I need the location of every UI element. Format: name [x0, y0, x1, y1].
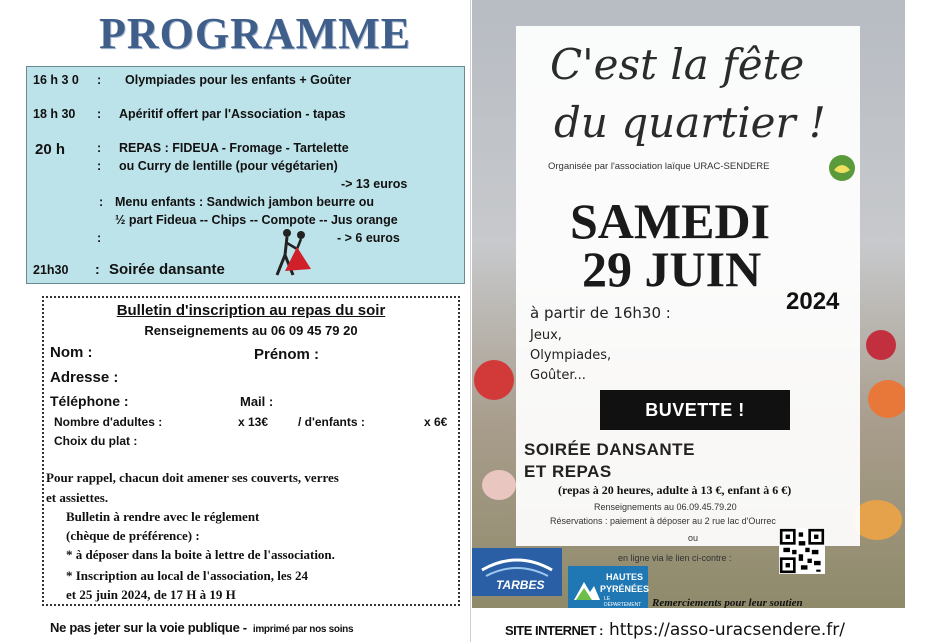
contact-phone: Renseignements au 06.09.45.79.20 [594, 502, 737, 512]
start-time: à partir de 16h30 : [530, 304, 671, 322]
sep-2: : [97, 107, 102, 121]
hautes-pyrenees-logo [568, 566, 648, 608]
item-6: Menu enfants : Sandwich jambon beurre ou [115, 195, 375, 209]
footer-note-main: Ne pas jeter sur la voie publique - [50, 620, 247, 635]
time-9: 21h30 [33, 263, 69, 277]
adultes-price: x 13€ [238, 415, 269, 429]
activity-3: Goûter... [530, 368, 586, 383]
adultes-label: Nombre d'adultes : [54, 415, 163, 429]
item-9: Soirée dansante [109, 261, 225, 278]
organizer-text: Organisée par l'association laïque URAC-SENDERE [548, 161, 770, 172]
activity-2: Olympiades, [530, 348, 612, 363]
rappel-line-2: et assiettes. [46, 490, 109, 505]
tarbes-logo-text: TARBES [496, 578, 545, 592]
dancers-icon [267, 225, 321, 279]
instruction-1: Bulletin à rendre avec le réglement [66, 509, 260, 524]
sep-8: : [97, 231, 102, 245]
item-4: ou Curry de lentille (pour végétarien) [119, 159, 338, 173]
adresse-label: Adresse : [50, 369, 119, 386]
item-2: Apéritif offert par l'Association - tapas [119, 107, 346, 121]
registration-form [42, 296, 460, 606]
telephone-label: Téléphone : [50, 393, 129, 409]
hp-logo-line3: LE DÉPARTEMENT [604, 596, 642, 608]
time-1: 16 h 3 0 [33, 73, 79, 87]
flower-decoration [474, 360, 514, 400]
enfants-price: x 6€ [424, 415, 448, 429]
prenom-label: Prénom : [254, 346, 320, 363]
qr-code-icon[interactable] [779, 528, 825, 574]
hp-logo-line2: PYRÉNÉES [600, 584, 650, 594]
activity-1: Jeux, [530, 328, 562, 343]
or-text: ou [688, 533, 699, 543]
form-title: Bulletin d'inscription au repas du soir [116, 302, 386, 319]
sep-6: : [99, 195, 104, 209]
sep-1: : [97, 73, 102, 87]
flower-decoration [482, 470, 516, 500]
buvette-banner: BUVETTE ! [600, 390, 790, 430]
instruction-5: et 25 juin 2024, de 17 H à 19 H [66, 587, 236, 602]
soiree-line-1: SOIRÉE DANSANTE [524, 440, 695, 459]
event-date: 29 JUIN [582, 241, 762, 297]
sep-4: : [97, 159, 102, 173]
enfants-label: / d'enfants : [298, 415, 365, 429]
soiree-line-2: ET REPAS [524, 462, 612, 481]
flower-decoration [866, 330, 896, 360]
mountain-icon [572, 574, 602, 604]
instruction-4: * Inscription au local de l'association, les 24 [66, 568, 308, 583]
tarbes-logo [472, 548, 562, 596]
form-subtitle: Renseignements au 06 09 45 79 20 [144, 323, 358, 338]
instruction-2: (chèque de préférence) : [66, 528, 200, 543]
thanks-text: Remerciements pour leur soutien [652, 597, 803, 608]
programme-schedule [26, 66, 465, 284]
reservations-info: Réservations : paiement à déposer au 2 rue lac d'Ourrec [550, 516, 776, 526]
rappel-line-1: Pour rappel, chacun doit amener ses couverts, verres [46, 470, 339, 485]
time-3: 20 h [35, 141, 66, 158]
choix-label: Choix du plat : [54, 434, 138, 448]
nom-label: Nom : [50, 344, 93, 361]
flyer-headline-2: du quartier ! [554, 98, 826, 147]
item-3: REPAS : FIDEUA - Fromage - Tartelette [119, 141, 349, 155]
mail-label: Mail : [240, 394, 274, 409]
flower-decoration [868, 380, 905, 418]
repas-pricing: (repas à 20 heures, adulte à 13 €, enfant à 6 €) [558, 483, 792, 497]
panel-divider [470, 0, 471, 642]
instruction-3: * à déposer dans la boite à lettre de l'association. [66, 547, 335, 562]
website-label: SITE INTERNET : [505, 623, 603, 638]
sep-3: : [97, 141, 102, 155]
programme-title: PROGRAMME [98, 9, 412, 58]
event-flyer [472, 0, 905, 608]
item-8: - > 6 euros [337, 231, 400, 245]
hp-logo-line1: HAUTES [606, 572, 644, 582]
association-logo-icon [828, 154, 856, 182]
item-1: Olympiades pour les enfants + Goûter [125, 73, 352, 87]
flyer-headline-1: C'est la fête [550, 40, 805, 89]
event-day: SAMEDI [570, 193, 771, 249]
online-text: en ligne via le lien ci-contre : [618, 553, 732, 563]
sep-9: : [95, 261, 100, 277]
event-year: 2024 [786, 288, 840, 315]
footer-note-small: imprimé par nos soins [252, 624, 354, 635]
programme-panel [0, 0, 470, 642]
item-7: ½ part Fideua -- Chips -- Compote -- Jus orange [115, 213, 398, 227]
item-5: -> 13 euros [341, 177, 408, 191]
website-link[interactable]: https://asso-uracsendere.fr/ [608, 620, 845, 640]
footer-note [50, 620, 353, 635]
time-2: 18 h 30 [33, 107, 76, 121]
website-footer [505, 620, 845, 640]
